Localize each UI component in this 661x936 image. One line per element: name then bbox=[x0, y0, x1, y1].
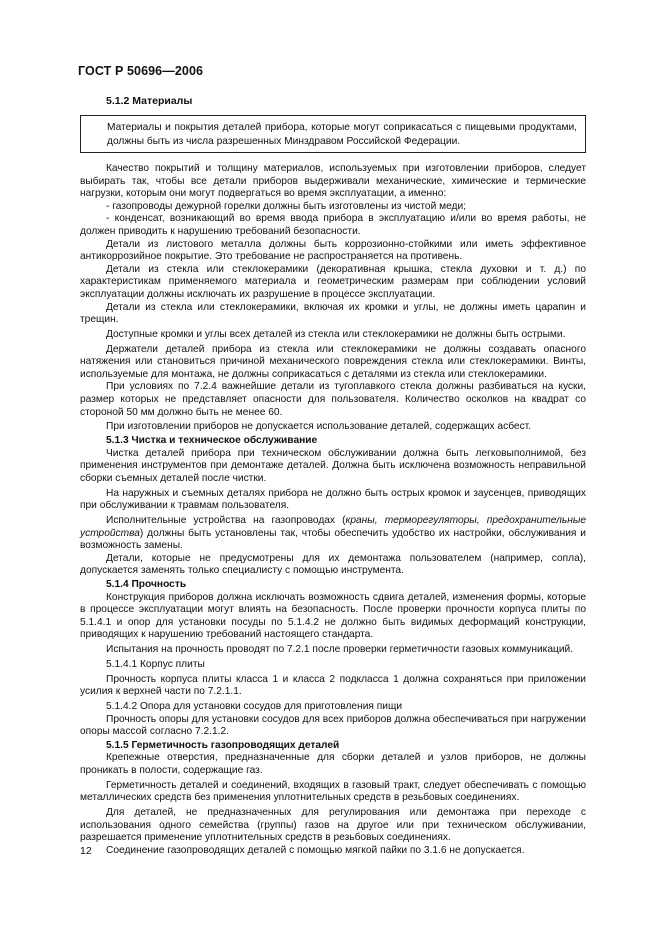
list-item: - газопроводы дежурной горелки должны быть изготовлены из чистой меди; bbox=[106, 200, 467, 212]
paragraph: Детали из листового металла должны быть коррозионно-стойкими или иметь эффективное антикоррозийное покрытие. Это требование не распространяется на противень. bbox=[80, 238, 586, 263]
section-heading-strength: 5.1.4 Прочность bbox=[106, 578, 187, 590]
text-run: Исполнительные устройства на газопроводах ( bbox=[106, 514, 346, 526]
paragraph: Детали из стекла или стеклокерамики, включая их кромки и углы, не должны иметь царапин и трещин. bbox=[80, 301, 586, 326]
section-heading-tightness: 5.1.5 Герметичность газопроводящих деталей bbox=[106, 739, 340, 751]
list-item: - конденсат, возникающий во время ввода прибора в эксплуатацию и/или во время работы, не должен приводить к нарушению требований безопасности. bbox=[80, 213, 586, 237]
paragraph: Чистка деталей прибора при техническом обслуживании должна быть легковыполнимой, без применения инструментов при демонтаже деталей. Должна быть исключена возможность неправильной сборки съемных деталей после чистки. bbox=[80, 447, 586, 484]
paragraph: Доступные кромки и углы всех деталей из стекла или стеклокерамики не должны быть острыми. bbox=[106, 328, 566, 340]
section-heading-cleaning: 5.1.3 Чистка и техническое обслуживание bbox=[106, 435, 318, 447]
paragraph: Конструкция приборов должна исключать возможность сдвига деталей, изменения формы, которые в процессе эксплуатации могут влиять на безопасность. После проверки прочности корпуса плиты по 5.1.4.1 и опор для установки посуды по 5.1.4.2 не должно быть видимых деформаций конструкции, приводящих к нарушению требований настоящего стандарта. bbox=[80, 591, 586, 641]
document-body bbox=[80, 163, 586, 858]
italic-text-run: краны, терморегуляторы, предохранительные устройства bbox=[80, 514, 586, 539]
paragraph: Испытания на прочность проводят по 7.2.1 после проверки герметичности газовых коммуникаций. bbox=[106, 644, 574, 656]
paragraph: При изготовлении приборов не допускается использование деталей, содержащих асбест. bbox=[106, 421, 532, 433]
paragraph: Крепежные отверстия, предназначенные для сборки деталей и узлов приборов, не должны проникать в полости, содержащие газ. bbox=[80, 752, 586, 776]
paragraph: Детали из стекла или стеклокерамики (декоративная крышка, стекла духовки и т. д.) по характеристикам применяемого материала и геометрическим размерам при соблюдении условий эксплуатации должны исключать их разрушение в процессе эксплуатации. bbox=[80, 263, 586, 300]
paragraph bbox=[80, 515, 586, 553]
section-heading-materials: 5.1.2 Материалы bbox=[106, 95, 193, 107]
paragraph: Качество покрытий и толщину материалов, используемых при изготовлении приборов, следует выбирать так, чтобы все детали приборов выдерживали механические, химические и термические нагрузки, которым они могут подвергаться во время эксплуатации, а именно: bbox=[80, 163, 586, 200]
paragraph: Прочность корпуса плиты класса 1 и класса 2 подкласса 1 должна сохраняться при приложении усилия к верхней части по 7.2.1.1. bbox=[80, 673, 586, 698]
paragraph: Детали, которые не предусмотрены для их демонтажа пользователем (например, сопла), допускается заменять только специалисту с помощью инструмента. bbox=[80, 552, 586, 577]
paragraph: Держатели деталей прибора из стекла или стеклокерамики не должны создавать опасного натяжения или становиться причиной механического повреждения стекла или стеклокерамики. Винты, используемые для монтажа, не должны соприкасаться с деталями из стекла или стеклокерамики. bbox=[80, 343, 586, 380]
document-standard-header: ГОСТ Р 50696—2006 bbox=[78, 64, 204, 78]
paragraph: При условиях по 7.2.4 важнейшие детали из тугоплавкого стекла должны разбиваться на куски, размер которых не представляет опасности для пользователя. Количество осколков на квадрат со стороной 50 мм должно быть не менее 60. bbox=[80, 381, 586, 418]
paragraph: Прочность опоры для установки сосудов для всех приборов должна обеспечиваться при нагружении опоры массой согласно 7.2.1.2. bbox=[80, 713, 586, 738]
framed-requirement-box bbox=[80, 115, 586, 153]
paragraph: Герметичность деталей и соединений, входящих в газовый тракт, следует обеспечивать с помощью металлических средств без применения уплотнительных средств в резьбовых соединениях. bbox=[80, 779, 586, 804]
subsection-heading-support: 5.1.4.2 Опора для установки сосудов для приготовления пищи bbox=[106, 701, 403, 713]
page-number: 12 bbox=[80, 845, 92, 857]
text-run: ) должны быть установлены так, чтобы обеспечить удобство их настройки, обслуживания и возможность замены. bbox=[80, 527, 586, 552]
subsection-heading-body: 5.1.4.1 Корпус плиты bbox=[106, 658, 205, 670]
paragraph: Для деталей, не предназначенных для регулирования или демонтажа при переходе с использования одного семейства (группы) газов на другое или при техническом обслуживании, разрешается применение уплотнительных средств в резьбовых соединениях. bbox=[80, 807, 586, 844]
paragraph: Соединение газопроводящих деталей с помощью мягкой пайки по 3.1.6 не допускается. bbox=[106, 844, 525, 856]
framed-requirement-text: Материалы и покрытия деталей прибора, которые могут соприкасаться с пищевыми продуктами, должны быть из числа разрешенных Минздравом Российской Федерации. bbox=[107, 122, 577, 147]
paragraph: На наружных и съемных деталях прибора не должно быть острых кромок и заусенцев, приводящих при обслуживании к травмам пользователя. bbox=[80, 487, 586, 512]
